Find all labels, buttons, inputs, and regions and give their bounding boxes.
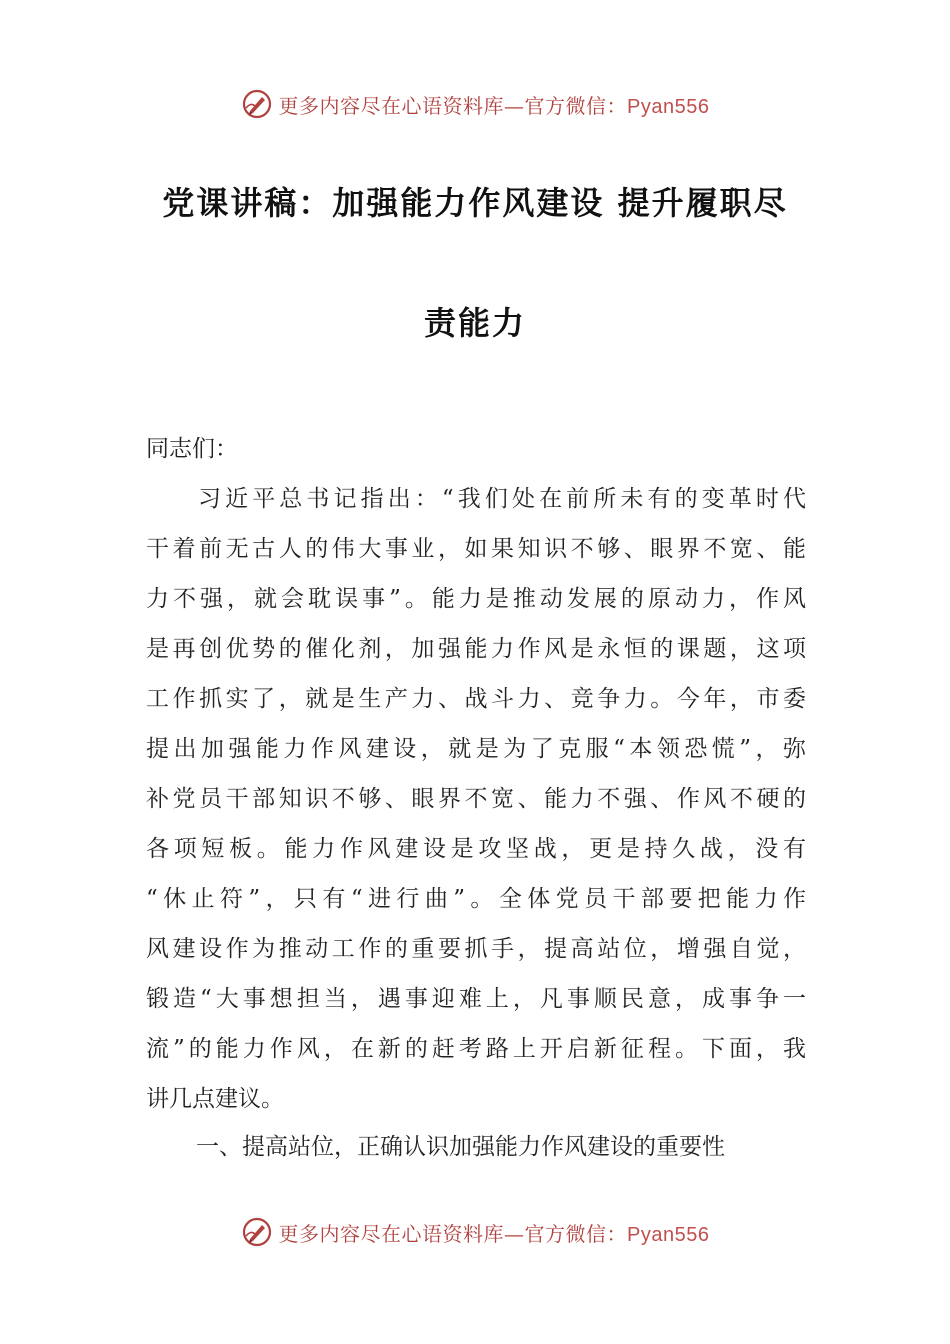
watermark-header	[0, 84, 950, 124]
paragraph-line: 补党员干部知识不够、眼界不宽、能力不强、作风不硬的	[146, 786, 806, 812]
paragraph-line: 工作抓实了，就是生产力、战斗力、竞争力。今年，市委	[146, 686, 806, 712]
watermark-text: 更多内容尽在心语资料库—官方微信：Pyan556	[278, 93, 710, 118]
paragraph-line: 干着前无古人的伟大事业，如果知识不够、眼界不宽、能	[146, 536, 806, 562]
paragraph-line: 是再创优势的催化剂，加强能力作风是永恒的课题，这项	[146, 636, 806, 662]
pen-logo-icon	[241, 1216, 273, 1248]
document-title-line-2: 责能力	[423, 304, 526, 342]
paragraph-line: 习近平总书记指出：“我们处在前所未有的变革时代	[198, 486, 806, 512]
paragraph-line: 讲几点建议。	[146, 1086, 284, 1112]
watermark-footer	[0, 1212, 950, 1252]
paragraph-line: 提出加强能力作风建设，就是为了克服“本领恐慌”，弥	[146, 736, 806, 762]
paragraph-line: 流”的能力作风，在新的赶考路上开启新征程。下面，我	[146, 1036, 806, 1062]
pen-logo-icon	[241, 88, 273, 120]
paragraph-line: 锻造“大事想担当，遇事迎难上，凡事顺民意，成事争一	[146, 986, 806, 1012]
document-title-line-1: 党课讲稿：加强能力作风建设 提升履职尽	[162, 184, 788, 222]
paragraph-line: 力不强，就会耽误事”。能力是推动发展的原动力，作风	[146, 586, 806, 612]
paragraph-line: 风建设作为推动工作的重要抓手，提高站位，增强自觉，	[146, 936, 806, 962]
watermark-text: 更多内容尽在心语资料库—官方微信：Pyan556	[278, 1221, 710, 1246]
paragraph-line: “休止符”，只有“进行曲”。全体党员干部要把能力作	[146, 886, 806, 912]
paragraph-line: 各项短板。能力作风建设是攻坚战，更是持久战，没有	[146, 836, 806, 862]
section-heading: 一、提高站位，正确认识加强能力作风建设的重要性	[196, 1134, 725, 1160]
salutation: 同志们：	[146, 436, 238, 462]
